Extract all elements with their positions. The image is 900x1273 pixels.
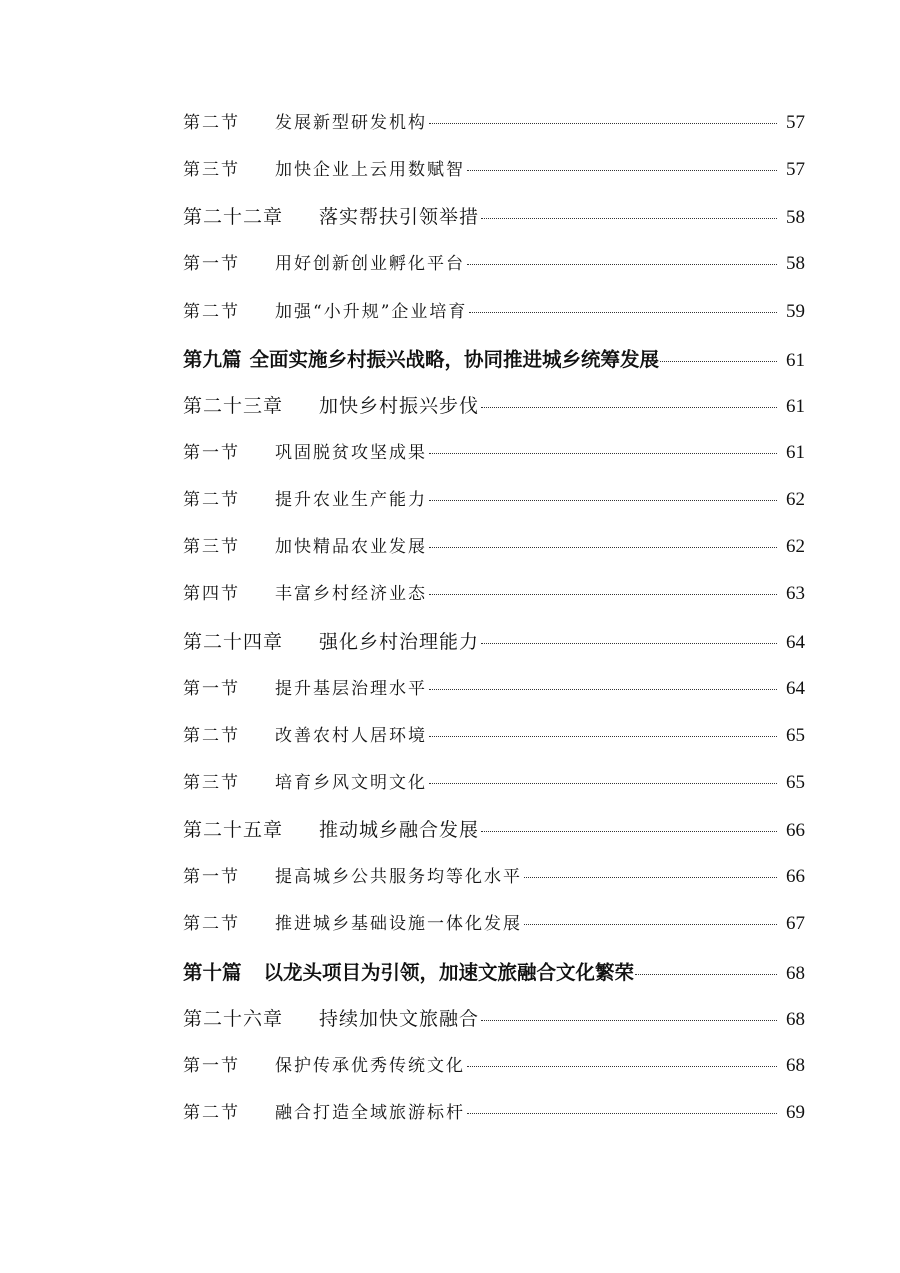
toc-entry-title: 推动城乡融合发展 [319,819,480,842]
toc-entry-page: 68 [786,962,805,984]
toc-entry-title: 全面实施乡村振兴战略，协同推进城乡统筹发展 [249,347,660,371]
toc-entry[interactable] [183,344,805,391]
dot-leader [429,547,777,548]
dot-leader [635,974,777,975]
toc-entry-label [183,155,465,180]
toc-entry[interactable] [183,1051,805,1098]
toc-entry[interactable] [183,1004,805,1051]
toc-entry-number: 第二十三章 [183,394,284,417]
toc-entry-title: 提升农业生产能力 [275,490,427,511]
toc-entry-label [183,438,427,463]
toc-entry-label [183,1004,479,1031]
toc-entry-number: 第十篇 [183,960,242,984]
dot-leader [429,453,777,454]
toc-entry[interactable] [183,249,805,296]
toc-entry-page: 57 [786,159,805,181]
toc-entry-page: 69 [786,1101,805,1123]
toc-entry-label [183,815,479,842]
toc-entry[interactable] [183,391,805,438]
toc-entry-number: 第一节 [183,867,240,888]
toc-entry-number: 第一节 [183,1055,240,1076]
toc-entry-title: 改善农村人居环境 [275,725,427,746]
dot-leader [481,831,777,832]
toc-entry-label [183,1051,465,1076]
toc-entry-number: 第二十六章 [183,1007,284,1030]
toc-entry[interactable] [183,909,805,956]
toc-entry-label [183,108,427,133]
toc-entry-number: 第二节 [183,1102,240,1123]
toc-entry-label [183,391,479,418]
dot-leader [660,361,777,362]
dot-leader [481,407,777,408]
dot-leader [481,1020,777,1021]
toc-entry-title: 以龙头项目为引领，加速文旅融合文化繁荣 [263,960,635,984]
toc-entry-title: 发展新型研发机构 [275,113,427,133]
toc-entry[interactable] [183,674,805,721]
dot-leader [467,1113,777,1114]
toc-entry-number: 第一节 [183,442,240,463]
dot-leader [429,123,777,124]
dot-leader [467,170,777,171]
toc-entry-label [183,1098,465,1123]
dot-leader [469,312,777,313]
toc-entry-label [183,768,427,793]
toc-entry[interactable] [183,627,805,674]
toc-entry-page: 58 [786,253,805,275]
toc-entry-title: 加快企业上云用数赋智 [275,160,465,181]
toc-entry-page: 64 [786,677,805,699]
dot-leader [481,218,777,219]
toc-entry-number: 第二节 [183,301,240,322]
toc-entry-title: 加强“小升规”企业培育 [275,301,468,322]
dot-leader [429,736,777,737]
toc-entry-title: 加快乡村振兴步伐 [319,394,480,417]
toc-entry-page: 67 [786,913,805,935]
dot-leader [429,500,777,501]
toc-entry[interactable] [183,202,805,249]
toc-entry[interactable] [183,155,805,202]
toc-entry[interactable] [183,485,805,532]
toc-entry-title: 强化乡村治理能力 [319,630,480,653]
toc-entry[interactable] [183,532,805,579]
toc-entry[interactable] [183,108,805,155]
toc-entry-page: 61 [786,395,805,417]
dot-leader [467,1066,777,1067]
dot-leader [524,924,777,925]
toc-entry-page: 68 [786,1008,805,1030]
dot-leader [481,643,777,644]
toc-entry-label [183,485,427,510]
toc-entry-number: 第四节 [183,584,240,605]
table-of-contents [183,108,805,1145]
toc-entry-page: 65 [786,771,805,793]
toc-entry-number: 第二十二章 [183,206,284,229]
toc-entry-label [183,909,522,934]
toc-entry[interactable] [183,438,805,485]
toc-entry-page: 58 [786,207,805,229]
toc-entry-number: 第一节 [183,678,240,699]
toc-entry[interactable] [183,721,805,768]
toc-entry-page: 63 [786,583,805,605]
toc-entry[interactable] [183,297,805,344]
toc-entry-title: 推进城乡基础设施一体化发展 [275,914,522,935]
toc-entry[interactable] [183,579,805,626]
toc-entry-number: 第二节 [183,914,240,935]
toc-entry-title: 加快精品农业发展 [275,537,427,558]
toc-entry-label [183,344,659,372]
toc-entry[interactable] [183,815,805,862]
toc-entry-page: 57 [786,112,805,133]
toc-entry-page: 65 [786,724,805,746]
toc-entry-title: 丰富乡村经济业态 [275,584,427,605]
toc-entry-page: 61 [786,441,805,463]
toc-entry-title: 保护传承优秀传统文化 [275,1055,465,1076]
toc-entry-label [183,532,427,557]
toc-entry-number: 第一节 [183,254,240,275]
toc-entry-number: 第二节 [183,113,240,133]
toc-entry-number: 第三节 [183,537,240,558]
toc-entry-title: 提升基层治理水平 [275,678,427,699]
dot-leader [429,689,777,690]
dot-leader [467,264,777,265]
toc-entry-number: 第二节 [183,725,240,746]
toc-entry-page: 59 [786,300,805,322]
toc-entry[interactable] [183,957,805,1004]
toc-entry-number: 第二十四章 [183,630,284,653]
toc-entry-number: 第九篇 [183,347,242,371]
toc-entry-number: 第三节 [183,160,240,181]
toc-entry-title: 用好创新创业孵化平台 [275,254,465,275]
toc-entry-label [183,721,427,746]
toc-entry-label [183,249,465,274]
toc-entry-number: 第二十五章 [183,819,284,842]
toc-entry-label [183,957,634,985]
toc-entry-title: 提高城乡公共服务均等化水平 [275,867,522,888]
toc-entry-label [183,202,479,229]
toc-entry-page: 61 [786,349,805,371]
toc-entry-page: 66 [786,820,805,842]
toc-entry-page: 62 [786,536,805,558]
toc-entry-number: 第三节 [183,772,240,793]
toc-entry-page: 64 [786,631,805,653]
toc-entry-label [183,674,427,699]
toc-entry-title: 持续加快文旅融合 [319,1007,480,1030]
toc-entry-label [183,627,479,654]
toc-entry[interactable] [183,1098,805,1145]
toc-entry-title: 巩固脱贫攻坚成果 [275,442,427,463]
toc-entry-title: 培育乡风文明文化 [275,772,427,793]
dot-leader [524,877,777,878]
dot-leader [429,594,777,595]
toc-entry-title: 融合打造全域旅游标杆 [275,1102,465,1123]
toc-entry-label [183,297,467,322]
toc-entry-label [183,862,522,887]
toc-entry-label [183,579,427,604]
dot-leader [429,783,777,784]
toc-entry-page: 62 [786,489,805,511]
toc-entry[interactable] [183,768,805,815]
toc-entry-title: 落实帮扶引领举措 [319,206,480,229]
toc-entry[interactable] [183,862,805,909]
toc-entry-number: 第二节 [183,490,240,511]
toc-entry-page: 68 [786,1054,805,1076]
toc-entry-page: 66 [786,866,805,888]
